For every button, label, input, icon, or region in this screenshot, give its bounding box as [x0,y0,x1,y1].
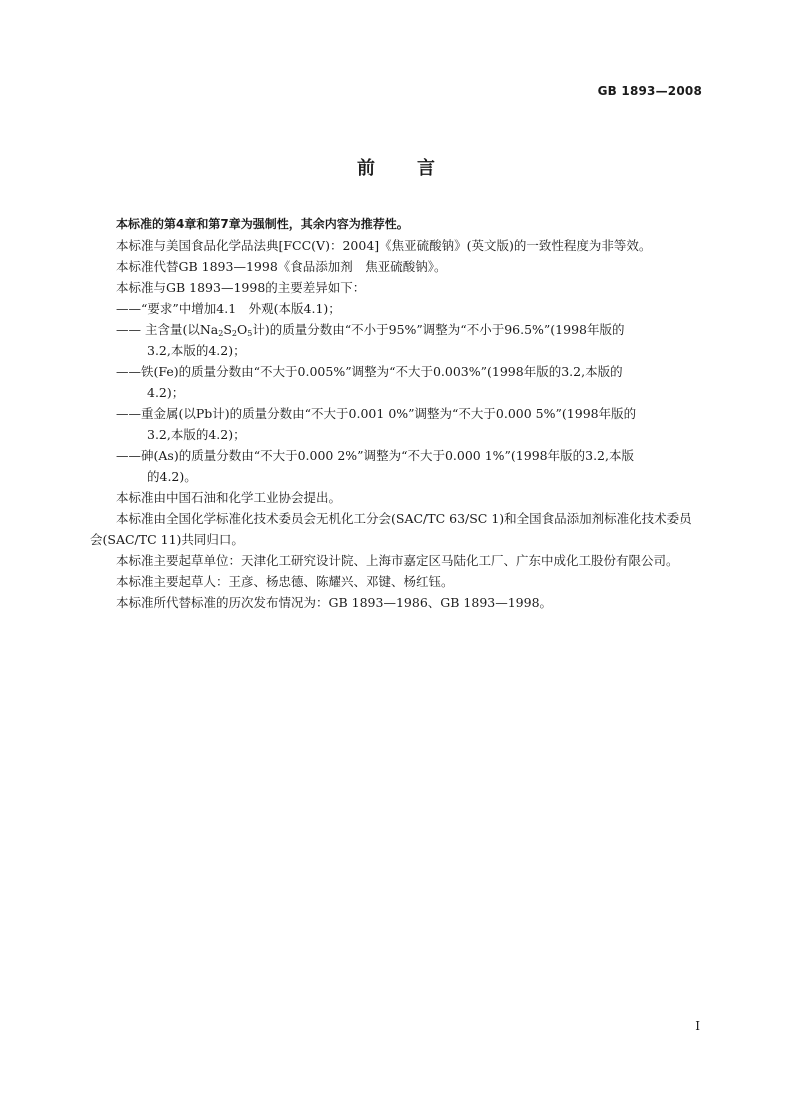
difference-text: O [237,322,248,337]
paragraph-equivalence: 本标准与美国食品化学品法典[FCC(V)：2004]《焦亚硫酸钠》(英文版)的一致性程度为非等效。 [116,238,652,253]
paragraph-history: 本标准所代替标准的历次发布情况为：GB 1893—1986、GB 1893—1998。 [116,595,553,610]
difference-continuation: 3.2,本版的4.2)； [147,427,246,442]
paragraph-differences-intro: 本标准与GB 1893—1998的主要差异如下： [116,280,366,295]
paragraph-centralized-by: 本标准由全国化学标准化技术委员会无机化工分会(SAC/TC 63/SC 1)和全国食品添加剂标准化技术委员会(SAC/TC 11)共同归口。 [90,511,692,547]
difference-item-heavy-metal [90,403,703,445]
difference-text: ——砷(As)的质量分数由“不大于0.000 2%”调整为“不大于0.000 1%”(1998年版的3.2,本版 [116,448,634,463]
paragraph-proposed-by: 本标准由中国石油和化学工业协会提出。 [116,490,342,505]
paragraph-drafting-units: 本标准主要起草单位：天津化工研究设计院、上海市嘉定区马陆化工厂、广东中成化工股份有限公司。 [116,553,679,568]
paragraph-drafters: 本标准主要起草人：王彦、杨忠德、陈耀兴、邓键、杨红钰。 [116,574,454,589]
difference-continuation: 3.2,本版的4.2)； [147,343,246,358]
foreword-body [90,214,703,613]
difference-text: ——铁(Fe)的质量分数由“不大于0.005%”调整为“不大于0.003%”(1998年版的3.2,本版的 [116,364,623,379]
difference-item-arsenic [90,445,703,487]
subscript: 2 [218,329,224,338]
difference-text: —— 主含量(以Na [116,322,219,337]
difference-item-main-content [90,319,703,361]
difference-text: ——重金属(以Pb计)的质量分数由“不大于0.001 0%”调整为“不大于0.000 5%”(1998年版的 [116,406,637,421]
difference-text: S [223,322,232,337]
page-number: I [695,1019,700,1033]
title-char-2: 言 [417,158,435,179]
difference-text: 计)的质量分数由“不小于95%”调整为“不小于96.5%”(1998年版的 [252,322,625,337]
paragraph-mandatory-note: 本标准的第4章和第7章为强制性，其余内容为推荐性。 [116,217,409,231]
difference-continuation: 的4.2)。 [147,469,197,484]
difference-continuation: 4.2)； [147,385,185,400]
standard-code: GB 1893—2008 [597,84,702,98]
paragraph-replaces: 本标准代替GB 1893—1998《食品添加剂 焦亚硫酸钠》。 [116,259,447,274]
subscript: 5 [247,329,253,338]
title-char-1: 前 [357,158,375,179]
difference-item-iron [90,361,703,403]
page-title [0,154,792,180]
subscript: 2 [231,329,238,338]
difference-item-appearance: ——“要求”中增加4.1 外观(本版4.1)； [116,301,341,316]
